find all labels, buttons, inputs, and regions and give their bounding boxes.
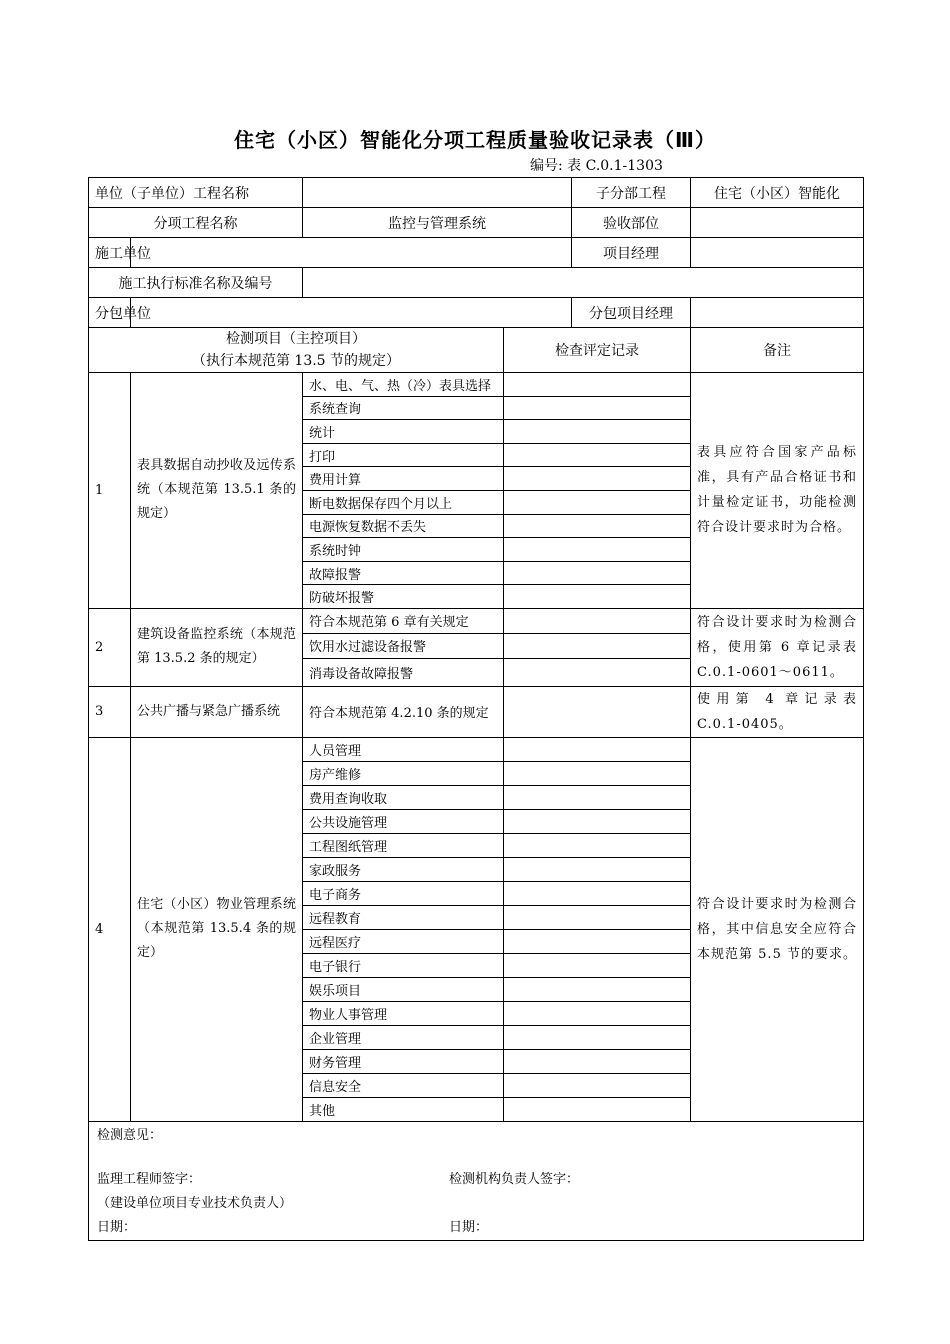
record-cell[interactable] — [504, 809, 691, 833]
record-cell[interactable] — [504, 737, 691, 761]
record-cell[interactable] — [504, 1073, 691, 1097]
record-cell[interactable] — [504, 881, 691, 905]
column-header-record: 检查评定记录 — [504, 328, 691, 373]
standard-label: 施工执行标准名称及编号 — [89, 268, 303, 298]
check-item: 打印 — [303, 443, 504, 467]
item-name-label: 分项工程名称 — [89, 208, 303, 238]
record-cell[interactable] — [504, 373, 691, 397]
check-item: 断电数据保存四个月以上 — [303, 490, 504, 514]
form-code: 编号: 表 C.0.1-1303 — [530, 158, 663, 174]
check-item: 信息安全 — [303, 1073, 504, 1097]
record-cell[interactable] — [504, 1025, 691, 1049]
signature-grid — [97, 1124, 855, 1234]
record-cell[interactable] — [504, 857, 691, 881]
signature-cell — [89, 1121, 864, 1240]
check-item: 财务管理 — [303, 1049, 504, 1073]
sub-manager-value[interactable] — [691, 298, 864, 328]
acceptance-record-table — [88, 177, 864, 1241]
date-right-label[interactable]: 日期： — [449, 1219, 489, 1235]
table-row — [89, 608, 864, 633]
check-item: 费用计算 — [303, 467, 504, 491]
check-item: 电子商务 — [303, 881, 504, 905]
record-cell[interactable] — [504, 686, 691, 737]
check-item: 费用查询收取 — [303, 785, 504, 809]
check-item: 电子银行 — [303, 953, 504, 977]
record-cell[interactable] — [504, 1049, 691, 1073]
subcontract-unit-value[interactable] — [131, 298, 572, 328]
record-cell[interactable] — [504, 443, 691, 467]
unit-label: 单位（子单位）工程名称 — [89, 178, 303, 208]
record-cell[interactable] — [504, 467, 691, 491]
group-remark: 符合设计要求时为检测合格，其中信息安全应符合本规范第 5.5 节的要求。 — [691, 737, 864, 1121]
check-item: 家政服务 — [303, 857, 504, 881]
acceptance-part-value[interactable] — [691, 208, 864, 238]
subcontract-unit-label: 分包单位 — [89, 298, 131, 328]
sub-division-value[interactable]: 住宅（小区）智能化 — [691, 178, 864, 208]
group-number: 1 — [89, 373, 131, 609]
column-header-item-line2: （执行本规范第 13.5 节的规定） — [191, 353, 401, 369]
page-title: 住宅（小区）智能化分项工程质量验收记录表（Ⅲ） — [234, 128, 716, 152]
check-item: 工程图纸管理 — [303, 833, 504, 857]
construction-unit-label: 施工单位 — [89, 238, 131, 268]
acceptance-part-label: 验收部位 — [572, 208, 691, 238]
check-item: 娱乐项目 — [303, 977, 504, 1001]
check-item: 企业管理 — [303, 1025, 504, 1049]
record-cell[interactable] — [504, 658, 691, 686]
group-number: 3 — [89, 686, 131, 737]
sub-division-label: 子分部工程 — [572, 178, 691, 208]
record-cell[interactable] — [504, 785, 691, 809]
column-header-item-line1: 检测项目（主控项目） — [226, 331, 367, 347]
record-cell[interactable] — [504, 396, 691, 420]
table-row — [89, 373, 864, 397]
column-header-item — [89, 328, 504, 373]
unit-value[interactable] — [303, 178, 572, 208]
record-cell[interactable] — [504, 953, 691, 977]
date-left-label[interactable]: 日期： — [97, 1219, 137, 1235]
group-remark: 符合设计要求时为检测合格，使用第 6 章记录表 C.0.1-0601～0611。 — [691, 608, 864, 686]
check-item: 防破坏报警 — [303, 585, 504, 609]
check-item: 符合本规范第 6 章有关规定 — [303, 608, 504, 633]
record-cell[interactable] — [504, 538, 691, 562]
record-cell[interactable] — [504, 561, 691, 585]
check-item: 故障报警 — [303, 561, 504, 585]
column-header-remark: 备注 — [691, 328, 864, 373]
check-item: 饮用水过滤设备报警 — [303, 633, 504, 658]
record-cell[interactable] — [504, 1001, 691, 1025]
group-remark: 使用第 4 章记录表 C.0.1-0405。 — [691, 686, 864, 737]
agency-sign-label[interactable]: 检测机构负责人签字： — [449, 1171, 580, 1187]
check-item: 其他 — [303, 1097, 504, 1121]
record-cell[interactable] — [504, 420, 691, 444]
standard-value[interactable] — [303, 268, 864, 298]
construction-unit-value[interactable] — [131, 238, 572, 268]
record-cell[interactable] — [504, 1097, 691, 1121]
check-item: 系统时钟 — [303, 538, 504, 562]
record-cell[interactable] — [504, 761, 691, 785]
project-manager-value[interactable] — [691, 238, 864, 268]
check-item: 公共设施管理 — [303, 809, 504, 833]
record-cell[interactable] — [504, 977, 691, 1001]
group-number: 2 — [89, 608, 131, 686]
table-row — [89, 737, 864, 761]
item-name-value[interactable]: 监控与管理系统 — [303, 208, 572, 238]
supervisor-note: （建设单位项目专业技术负责人） — [97, 1195, 293, 1211]
check-item: 电源恢复数据不丢失 — [303, 514, 504, 538]
group-name: 建筑设备监控系统（本规范第 13.5.2 条的规定） — [131, 608, 303, 686]
check-item: 物业人事管理 — [303, 1001, 504, 1025]
record-cell[interactable] — [504, 633, 691, 658]
check-item: 系统查询 — [303, 396, 504, 420]
check-item: 符合本规范第 4.2.10 条的规定 — [303, 686, 504, 737]
signature-section — [89, 1121, 864, 1240]
group-name: 公共广播与紧急广播系统 — [131, 686, 303, 737]
record-cell[interactable] — [504, 905, 691, 929]
record-cell[interactable] — [504, 833, 691, 857]
table-row — [89, 686, 864, 737]
record-cell[interactable] — [504, 608, 691, 633]
check-item: 远程医疗 — [303, 929, 504, 953]
record-cell[interactable] — [504, 490, 691, 514]
group-name: 表具数据自动抄收及远传系统（本规范第 13.5.1 条的规定） — [131, 373, 303, 609]
supervisor-sign-label[interactable]: 监理工程师签字： — [97, 1171, 202, 1187]
check-item: 房产维修 — [303, 761, 504, 785]
sub-manager-label: 分包项目经理 — [572, 298, 691, 328]
record-cell[interactable] — [504, 929, 691, 953]
project-manager-label: 项目经理 — [572, 238, 691, 268]
group-name: 住宅（小区）物业管理系统 （本规范第 13.5.4 条的规定） — [131, 737, 303, 1121]
record-cell[interactable] — [504, 585, 691, 609]
check-item: 远程教育 — [303, 905, 504, 929]
check-item: 人员管理 — [303, 737, 504, 761]
record-cell[interactable] — [504, 514, 691, 538]
group-remark: 表具应符合国家产品标准，具有产品合格证书和计量检定证书，功能检测符合设计要求时为合格。 — [691, 373, 864, 609]
group-number: 4 — [89, 737, 131, 1121]
opinion-label: 检测意见： — [97, 1127, 163, 1143]
check-item: 统计 — [303, 420, 504, 444]
check-item: 水、电、气、热（冷）表具选择 — [303, 373, 504, 397]
check-item: 消毒设备故障报警 — [303, 658, 504, 686]
